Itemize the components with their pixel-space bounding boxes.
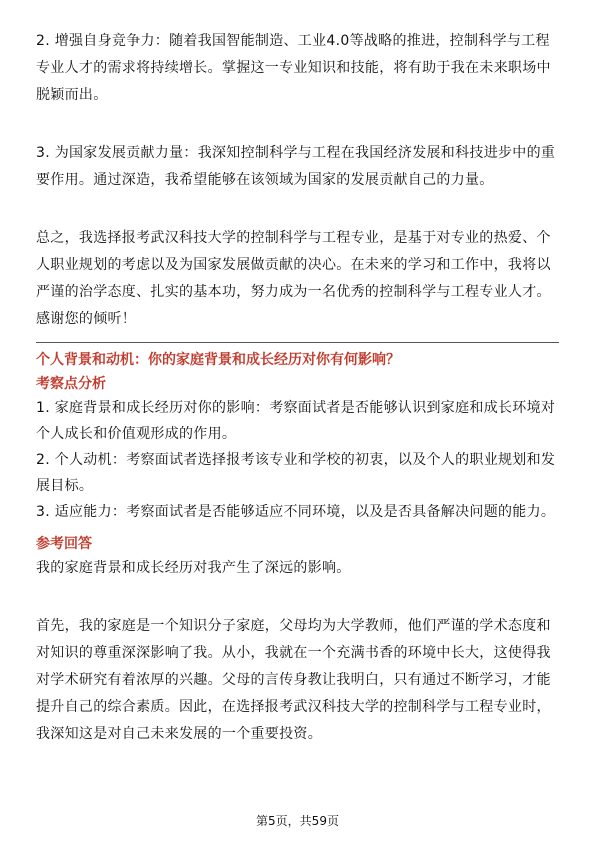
answer-paragraph: 首先，我的家庭是一个知识分子家庭，父母均为大学教师，他们严谨的学术态度和对知识的尊重深深影响了我。从小，我就在一个充满书香的环境中长大，这使得我对学术研究有着浓厚的兴趣。父母的言传身教让我明白，只有通过不断学习，才能提升自己的综合素质。因此，在选择报考武汉科技大学的控制科学与工程专业时，我深知这是对自己未来发展的一个重要投资。: [36, 618, 551, 742]
paragraph-national-contribution: 3. 为国家发展贡献力量：我深知控制科学与工程在我国经济发展和科技进步中的重要作用。通过深造，我希望能够在该领域为国家的发展贡献自己的力量。: [36, 145, 556, 188]
analysis-item: 2. 个人动机：考察面试者选择报考该专业和学校的初衷，以及个人的职业规划和发展目标。: [36, 452, 556, 494]
analysis-item: 1. 家庭背景和成长经历对你的影响：考察面试者是否能够认识到家庭和成长环境对个人成长和价值观形成的作用。: [36, 400, 556, 442]
analysis-heading: 考察点分析: [36, 376, 106, 392]
analysis-item: 3. 适应能力：考察面试者是否能够适应不同环境，以及是否具备解决问题的能力。: [36, 504, 556, 520]
question-title: 个人背景和动机：你的家庭背景和成长经历对你有何影响？: [36, 352, 400, 368]
answer-paragraph: 我的家庭背景和成长经历对我产生了深远的影响。: [36, 560, 351, 576]
answer-heading: 参考回答: [36, 536, 92, 552]
page-footer: 第5页，共59页: [256, 814, 339, 828]
paragraph-competitiveness: 2. 增强自身竞争力：随着我国智能制造、工业4.0等战略的推进，控制科学与工程专业人才的需求将持续增长。掌握这一专业知识和技能，将有助于我在未来职场中脱颖而出。: [36, 33, 551, 103]
document-body: [36, 28, 559, 748]
section-divider: [36, 342, 559, 343]
paragraph-summary: 总之，我选择报考武汉科技大学的控制科学与工程专业，是基于对专业的热爱、个人职业规划的考虑以及为国家发展做贡献的决心。在未来的学习和工作中，我将以严谨的治学态度、扎实的基本功，努力成为一名优秀的控制科学与工程专业人才。感谢您的倾听！: [36, 230, 551, 327]
